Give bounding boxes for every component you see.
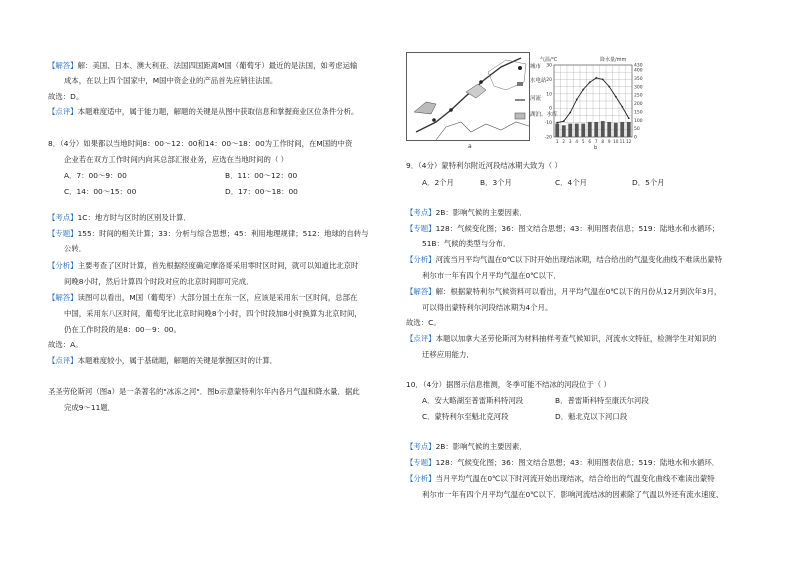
precip-tick-label: 200 (634, 102, 643, 108)
q10-fenxi-line-2: 利尔市一年有四个月平均气温在0℃以下．影响河流结冰的因素除了气温以外还有流水速度、 (422, 490, 724, 499)
precip-bar (555, 124, 559, 137)
intro-line-1: 圣圣劳伦斯河（图a）是一条著名的"冰冻之河"．图b示意蒙特利尔年内各月气温和降水量．据此 (48, 387, 360, 396)
q7-answer: 故选：D。 (48, 92, 84, 101)
month-tick-label: 12 (626, 139, 632, 144)
legend-city: 城市 (530, 64, 542, 70)
city-marker (479, 80, 483, 84)
q9-zhuanti-line-2: 51B：气候的类型与分布． (422, 239, 511, 248)
city-marker (432, 118, 436, 122)
q10-kaodian: 【考点】2B：影响气候的主要因素． (406, 442, 527, 451)
q8-stem-line-1: 8．（4分）如果都以当地时间8：00～12：00和14：00～18：00为工作时间，在M国的中资 (48, 139, 353, 148)
chart-title-left: 气温/℃ (540, 57, 558, 63)
q9-dianping-line-2: 迁移应用能力． (422, 350, 474, 359)
q8-fenxi-line-2: 间晚8小时，然后计算四个时段对应的北京时间即可完成． (64, 277, 254, 286)
q9-jieda-line-1: 【解答】解：根据蒙特利尔气候资料可以看出，月平均气温在0℃以下的月份从12月到次年3月， (406, 287, 722, 296)
legend-station: 水电站 (530, 78, 547, 84)
q8-jieda-line-2: 中国，采用东八区时间，葡萄牙比北京时间晚8个小时，四个时段加8小时换算为北京时间， (64, 309, 362, 318)
q10-zhuanti: 【专题】128：气候变化图；36：图文结合思想；43：利用图表信息；519：陆地水和水循环． (406, 458, 720, 467)
legend-lake-symbol (515, 113, 525, 119)
precip-bar (588, 122, 592, 137)
q9-option-d: D．5个月 (632, 178, 665, 187)
chart-caption: b (594, 145, 598, 151)
chart-grid (554, 65, 632, 137)
temp-point (556, 122, 558, 124)
intro-line-2: 完成9～11题． (64, 403, 116, 412)
month-tick-label: 11 (619, 139, 625, 144)
precip-bar (594, 122, 598, 137)
dianping-tag: 【点评】 (48, 107, 78, 116)
temp-point (576, 99, 578, 101)
precip-bar (562, 125, 566, 137)
month-tick-label: 2 (562, 139, 566, 144)
temp-point (582, 89, 584, 91)
q8-jieda-line-3: 仍在工作时段的是8：00－9：00。 (64, 325, 181, 334)
q9-kaodian: 【考点】2B：影响气候的主要因素． (406, 208, 527, 217)
q8-option-d: D．17：00～18：00 (225, 187, 298, 196)
q10-option-c: C．蒙特利尔至魁北克河段 (422, 412, 509, 421)
q9-option-b: B．3个月 (480, 178, 512, 187)
precip-tick-label: 50 (634, 127, 640, 133)
climate-chart-b (540, 55, 650, 151)
month-tick-label: 3 (568, 139, 572, 144)
legend-station-symbol (517, 82, 523, 86)
precip-tick-label: 150 (634, 110, 643, 116)
q9-fenxi-line-2: 利尔市一年有四个月平均气温在0℃以下． (422, 271, 561, 280)
q8-zhuanti-line-1: 【专题】155：时间的相关计算；33：分析与综合思想；45：利用地理规律；512：地球的自转与 (48, 229, 369, 238)
q8-jieda-line-1: 【解答】读图可以看出，M国（葡萄牙）大部分国土在东一区，应该是采用东一区时间，总部在 (48, 293, 358, 302)
q9-dianping-line-1: 【点评】本题以加拿大圣劳伦斯河为材料抽样考查气候知识，河流水文特征，检测学生对知识的 (406, 334, 717, 343)
q9-stem: 9．（4分）蒙特利尔附近河段结冰期大致为（ ） (406, 161, 562, 170)
q7-jieda-line-1: 【解答】解：美国、日本、澳大利亚、法国四国距离M国（葡萄牙）最近的是法国，如考虑运输 (48, 61, 358, 70)
temp-tick-label: 20 (546, 77, 552, 83)
month-tick-label: 7 (594, 139, 598, 144)
temp-point (589, 81, 591, 83)
temp-point (602, 79, 604, 81)
q8-answer: 故选：A。 (48, 340, 83, 349)
legend-city-symbol (518, 66, 522, 70)
q9-jieda-line-2: 可以得出蒙特利尔河段结冰期为4个月。 (422, 303, 553, 312)
city-marker (449, 108, 453, 112)
jieda-tag: 【解答】 (48, 61, 78, 70)
precip-bar (581, 124, 585, 137)
temp-tick-label: 10 (546, 92, 552, 98)
month-tick-label: 9 (607, 139, 611, 144)
q10-stem: 10．（4分）据图示信息推测，冬季可能不结冰的河段位于（ ） (406, 380, 611, 389)
precip-bar (614, 123, 618, 137)
q10-option-b: B．普雷斯科特至康沃尔河段 (555, 396, 649, 405)
q7-jieda-line-2: 成本，在以上四个国家中，M国中资企业的产品首先应销往法国。 (64, 76, 278, 85)
q8-option-c: C．14：00～15：00 (64, 187, 137, 196)
precip-tick-label: 300 (634, 85, 643, 91)
chart-title-right: 降水量/mm (600, 57, 627, 63)
precip-bar (620, 122, 624, 137)
temp-point (569, 112, 571, 114)
precip-tick-label: 100 (634, 118, 643, 124)
month-tick-label: 4 (575, 139, 579, 144)
map-caption: a (468, 143, 472, 150)
legend-river: 河流 (530, 96, 542, 102)
q8-option-b: B．11：00～12：00 (225, 171, 298, 180)
q8-dianping: 【点评】本题难度较小，属于基础题，解题的关键是掌握区时的计算． (48, 356, 278, 365)
temp-point (615, 96, 617, 98)
precip-tick-label: 250 (634, 93, 643, 99)
precip-bar (627, 122, 631, 137)
temp-point (621, 106, 623, 108)
month-tick-label: 6 (588, 139, 592, 144)
month-tick-label: 10 (613, 139, 619, 144)
month-tick-label: 8 (601, 139, 605, 144)
q10-option-a: A．安大略湖至普雷斯科特河段 (422, 396, 524, 405)
legend-lake: 湖泊、水库 (530, 112, 558, 118)
temp-point (628, 117, 630, 119)
q8-zhuanti-line-2: 公转． (64, 244, 87, 253)
temp-tick-label: -10 (544, 121, 552, 127)
precip-bar (568, 124, 572, 137)
q9-zhuanti-line-1: 【专题】128：气候变化图；36：图文结合思想；43：利用图表信息；519：陆地水和水循环； (406, 224, 720, 233)
month-tick-label: 5 (581, 139, 585, 144)
temp-point (563, 120, 565, 122)
temp-point (608, 86, 610, 88)
temp-tick-label: 0 (549, 106, 552, 112)
q10-fenxi-line-1: 【分析】当月平均气温在0℃以下时河流开始出现结冰，结合给出的气温变化曲线不难读出蒙特 (406, 474, 715, 483)
q7-dianping: 【点评】本题难度适中，属于能力题，解题的关键是从图中获取信息和掌握商业区位条件分析。 (48, 107, 359, 116)
q9-option-a: A．2个月 (422, 178, 454, 187)
temp-point (595, 77, 597, 79)
q8-stem-line-2: 企业若在双方工作时间内向其总部汇报业务，应选在当地时间的（ ） (64, 155, 289, 164)
q8-option-a: A．7：00～9：00 (64, 171, 127, 180)
precip-bar (607, 122, 611, 137)
precip-tick-label: 430 (634, 63, 643, 69)
precip-bar (575, 124, 579, 137)
precip-tick-label: 0 (634, 135, 637, 141)
precip-bar (601, 121, 605, 137)
q8-fenxi-line-1: 【分析】主要考查了区时计算，首先根据经度确定摩洛哥采用零时区时间，就可以知道比北京时 (48, 261, 359, 270)
precip-tick-label: 400 (634, 68, 643, 74)
temp-tick-label: -20 (544, 135, 552, 141)
q9-fenxi-line-1: 【分析】河流当月平均气温在0℃以下时开始出现结冰期，结合给出的气温变化曲线不难读出蒙特 (406, 255, 723, 264)
precip-tick-label: 350 (634, 76, 643, 82)
q8-kaodian: 【考点】1C：地方时与区时的区别及计算． (48, 213, 191, 222)
temp-tick-label: 30 (546, 63, 552, 69)
q9-answer: 故选：C。 (406, 318, 441, 327)
month-tick-label: 1 (555, 139, 559, 144)
q9-option-c: C．4个月 (555, 178, 588, 187)
q10-option-d: D．魁北克以下河口段 (555, 412, 628, 421)
